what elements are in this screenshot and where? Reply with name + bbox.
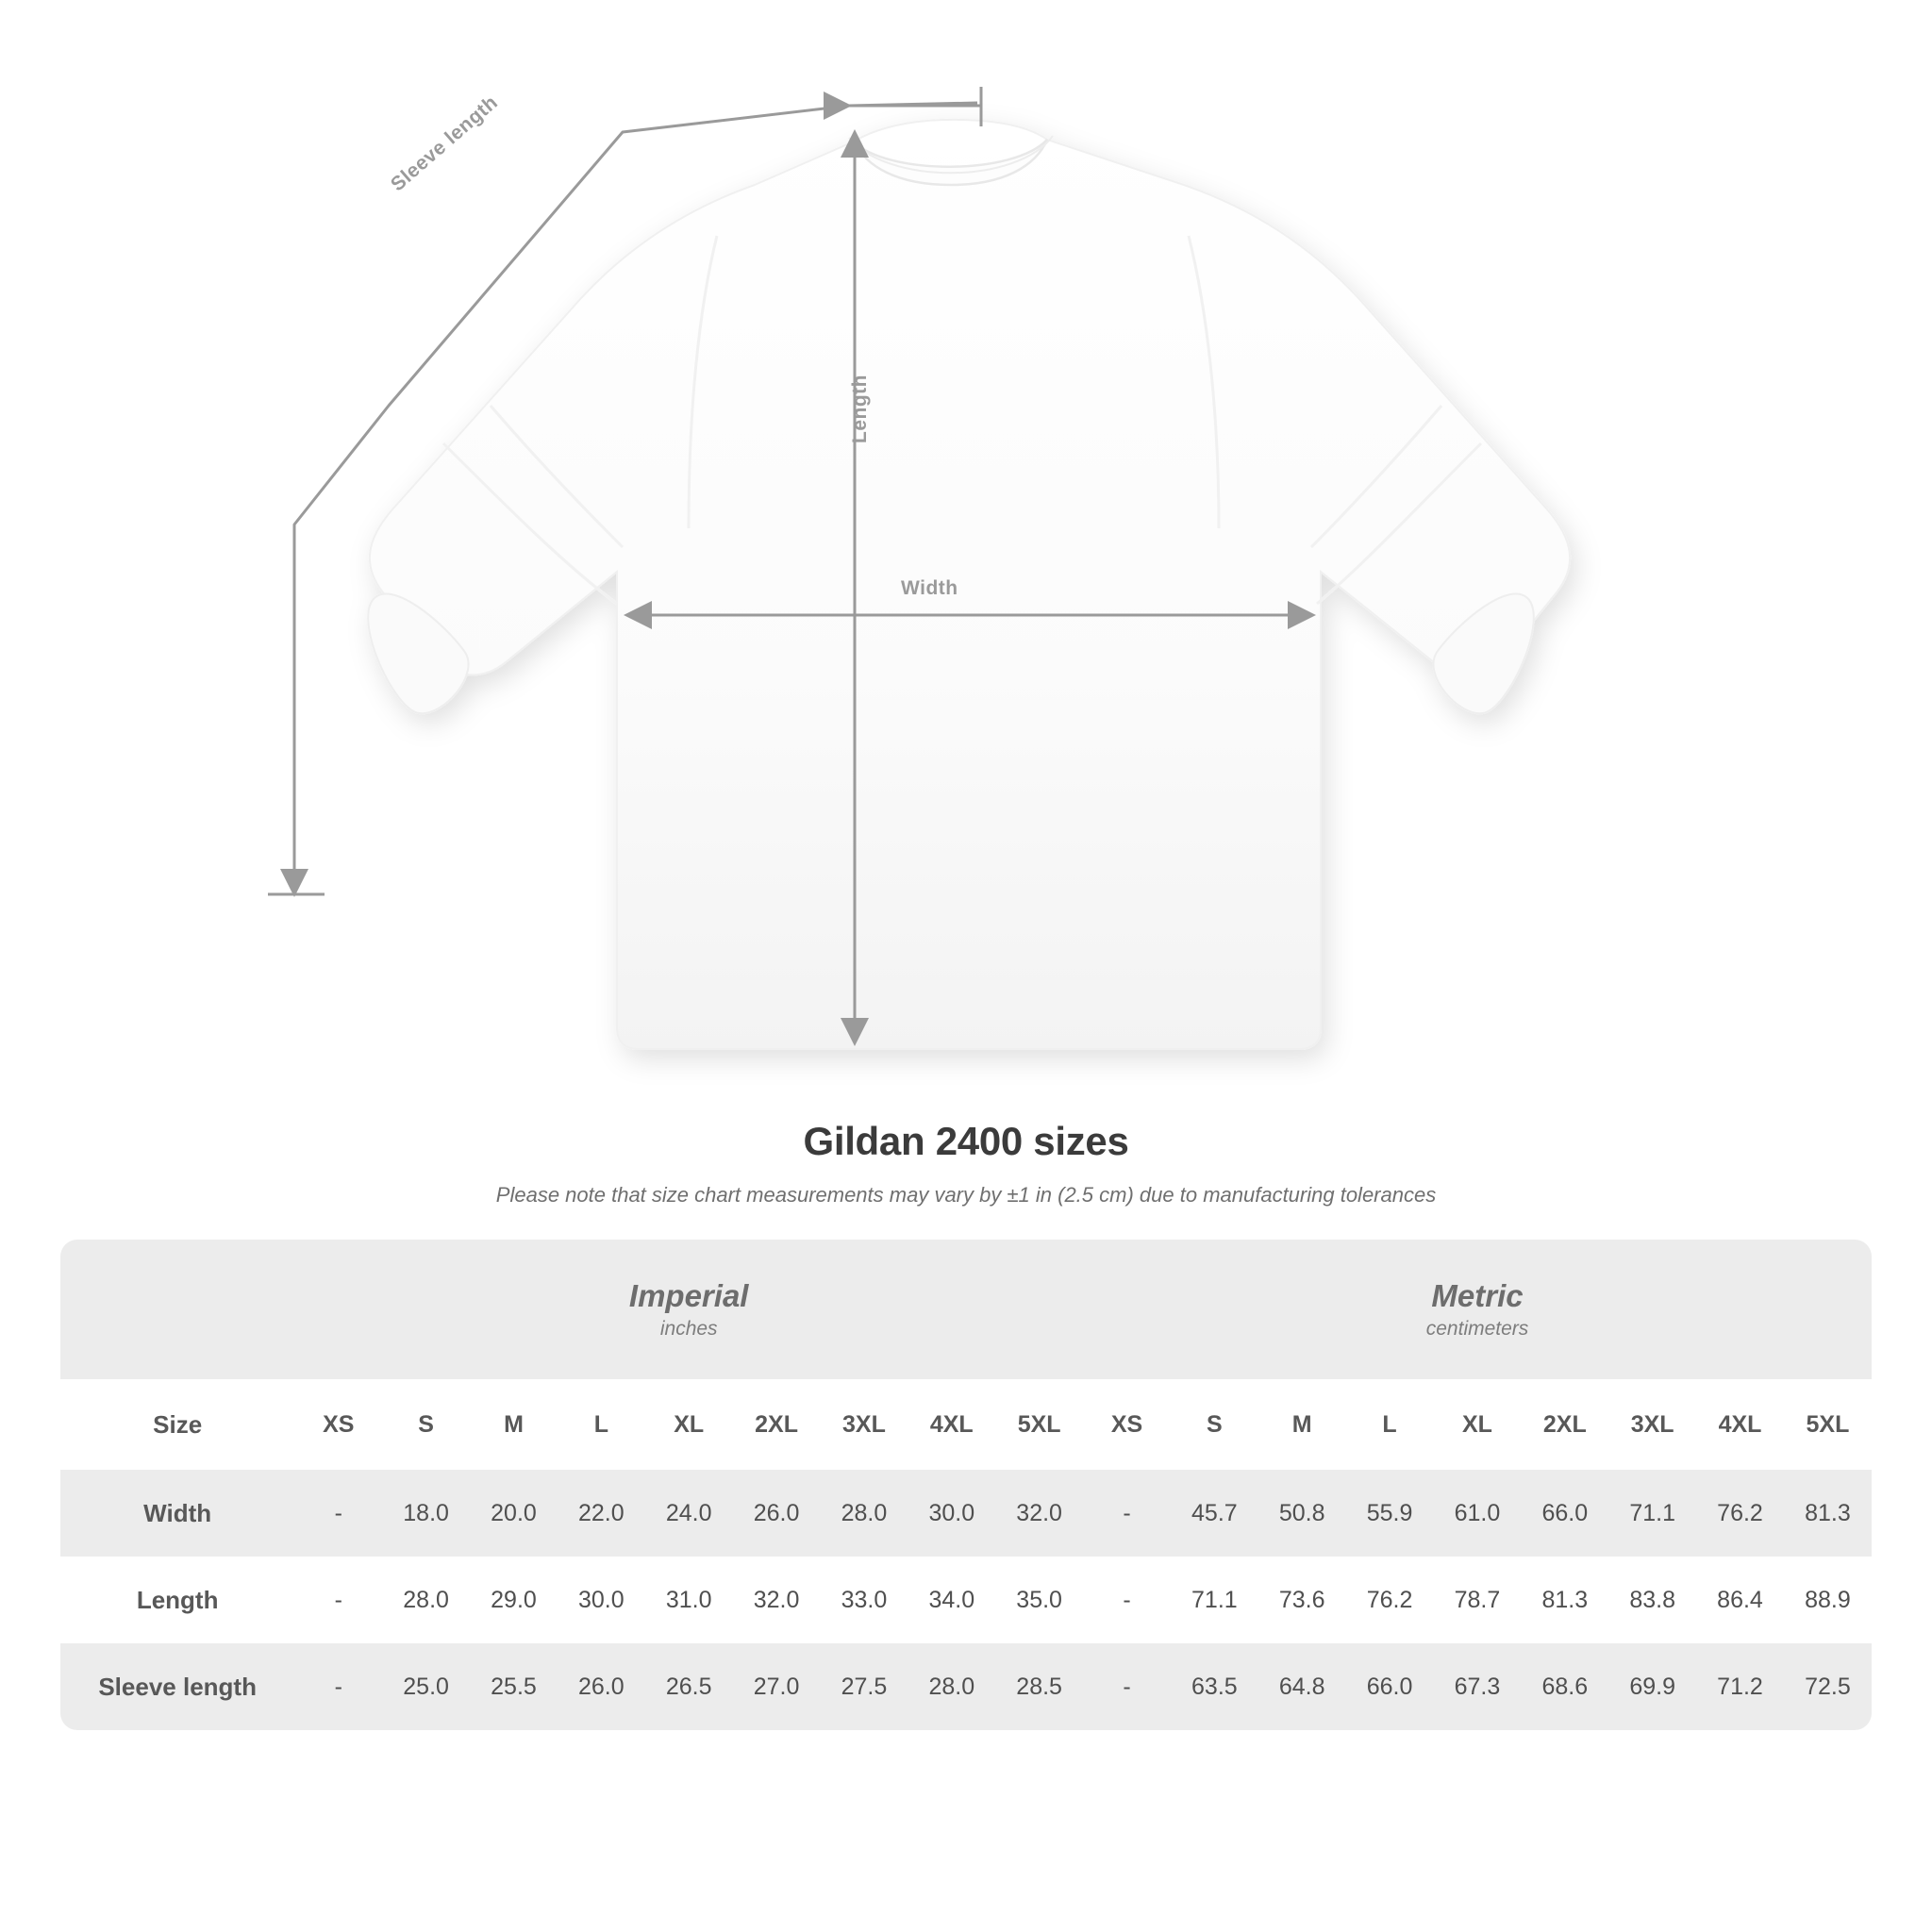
- size-header-imperial-3xl: 3XL: [820, 1379, 908, 1470]
- size-header-imperial-5xl: 5XL: [995, 1379, 1083, 1470]
- cell-sleeve-metric-xl: 67.3: [1434, 1643, 1522, 1730]
- size-header-metric-xl: XL: [1434, 1379, 1522, 1470]
- cell-sleeve-imperial-s: 25.0: [382, 1643, 470, 1730]
- table-row: [60, 1470, 1872, 1557]
- size-header-imperial-l: L: [558, 1379, 645, 1470]
- sleeve-length-dimension-label: Sleeve length: [387, 91, 503, 196]
- cell-width-imperial-l: 22.0: [558, 1470, 645, 1557]
- cell-sleeve-metric-s: 63.5: [1171, 1643, 1258, 1730]
- size-header-metric-s: S: [1171, 1379, 1258, 1470]
- size-header-metric-3xl: 3XL: [1608, 1379, 1696, 1470]
- title-block: [0, 1119, 1932, 1208]
- size-header-metric-m: M: [1258, 1379, 1346, 1470]
- size-header-imperial-xs: XS: [294, 1379, 382, 1470]
- unit-header-spacer: [60, 1240, 294, 1379]
- cell-sleeve-imperial-xs: -: [294, 1643, 382, 1730]
- cell-width-imperial-5xl: 32.0: [995, 1470, 1083, 1557]
- unit-name-metric: Metric: [1431, 1278, 1524, 1314]
- table-row: [60, 1557, 1872, 1643]
- size-header-metric-2xl: 2XL: [1521, 1379, 1608, 1470]
- row-label-sleeve-length: Sleeve length: [60, 1643, 294, 1730]
- size-header-imperial-2xl: 2XL: [733, 1379, 821, 1470]
- size-header-imperial-s: S: [382, 1379, 470, 1470]
- cell-sleeve-metric-2xl: 68.6: [1521, 1643, 1608, 1730]
- cell-width-metric-m: 50.8: [1258, 1470, 1346, 1557]
- size-table: [60, 1240, 1872, 1730]
- cell-sleeve-imperial-3xl: 27.5: [820, 1643, 908, 1730]
- cell-width-metric-4xl: 76.2: [1696, 1470, 1784, 1557]
- table-row: [60, 1643, 1872, 1730]
- unit-header-row: [60, 1240, 1872, 1379]
- size-table-wrapper: [60, 1240, 1872, 1730]
- cell-sleeve-imperial-xl: 26.5: [645, 1643, 733, 1730]
- row-label-length: Length: [60, 1557, 294, 1643]
- cell-sleeve-metric-5xl: 72.5: [1784, 1643, 1872, 1730]
- size-header-metric-l: L: [1346, 1379, 1434, 1470]
- cell-width-imperial-s: 18.0: [382, 1470, 470, 1557]
- cell-length-metric-s: 71.1: [1171, 1557, 1258, 1643]
- row-label-width: Width: [60, 1470, 294, 1557]
- cell-length-metric-4xl: 86.4: [1696, 1557, 1784, 1643]
- cell-length-imperial-xl: 31.0: [645, 1557, 733, 1643]
- unit-header-imperial: [294, 1240, 1083, 1379]
- cell-length-metric-m: 73.6: [1258, 1557, 1346, 1643]
- cell-width-metric-xs: -: [1083, 1470, 1171, 1557]
- cell-width-imperial-xl: 24.0: [645, 1470, 733, 1557]
- size-header-imperial-xl: XL: [645, 1379, 733, 1470]
- cell-width-metric-s: 45.7: [1171, 1470, 1258, 1557]
- cell-sleeve-metric-m: 64.8: [1258, 1643, 1346, 1730]
- cell-length-imperial-2xl: 32.0: [733, 1557, 821, 1643]
- cell-length-imperial-4xl: 34.0: [908, 1557, 995, 1643]
- page-title: Gildan 2400 sizes: [803, 1119, 1129, 1163]
- cell-sleeve-metric-4xl: 71.2: [1696, 1643, 1784, 1730]
- cell-length-metric-2xl: 81.3: [1521, 1557, 1608, 1643]
- cell-sleeve-imperial-4xl: 28.0: [908, 1643, 995, 1730]
- cell-length-imperial-3xl: 33.0: [820, 1557, 908, 1643]
- unit-sub-metric: centimeters: [1425, 1317, 1529, 1340]
- unit-name-imperial: Imperial: [628, 1278, 749, 1314]
- size-header-row: [60, 1379, 1872, 1470]
- tolerance-note: Please note that size chart measurements may vary by ±1 in (2.5 cm) due to manufacturing tolerances: [495, 1183, 1437, 1207]
- cell-length-metric-l: 76.2: [1346, 1557, 1434, 1643]
- cell-length-imperial-m: 29.0: [470, 1557, 558, 1643]
- cell-length-imperial-s: 28.0: [382, 1557, 470, 1643]
- cell-length-imperial-5xl: 35.0: [995, 1557, 1083, 1643]
- size-header-imperial-4xl: 4XL: [908, 1379, 995, 1470]
- cell-sleeve-imperial-m: 25.5: [470, 1643, 558, 1730]
- cell-width-imperial-2xl: 26.0: [733, 1470, 821, 1557]
- cell-sleeve-metric-l: 66.0: [1346, 1643, 1434, 1730]
- cell-length-imperial-l: 30.0: [558, 1557, 645, 1643]
- cell-width-metric-2xl: 66.0: [1521, 1470, 1608, 1557]
- cell-width-imperial-xs: -: [294, 1470, 382, 1557]
- cell-width-metric-5xl: 81.3: [1784, 1470, 1872, 1557]
- cell-length-metric-xs: -: [1083, 1557, 1171, 1643]
- shirt-shape: [368, 120, 1570, 1049]
- unit-header-metric: [1083, 1240, 1872, 1379]
- size-header-metric-4xl: 4XL: [1696, 1379, 1784, 1470]
- cell-length-metric-3xl: 83.8: [1608, 1557, 1696, 1643]
- cell-width-metric-l: 55.9: [1346, 1470, 1434, 1557]
- size-header-metric-xs: XS: [1083, 1379, 1171, 1470]
- cell-sleeve-metric-xs: -: [1083, 1643, 1171, 1730]
- width-dimension-label: Width: [901, 577, 958, 599]
- size-header-label: Size: [60, 1379, 294, 1470]
- size-header-metric-5xl: 5XL: [1784, 1379, 1872, 1470]
- cell-length-imperial-xs: -: [294, 1557, 382, 1643]
- size-header-imperial-m: M: [470, 1379, 558, 1470]
- unit-sub-imperial: inches: [659, 1317, 718, 1340]
- cell-sleeve-metric-3xl: 69.9: [1608, 1643, 1696, 1730]
- cell-sleeve-imperial-2xl: 27.0: [733, 1643, 821, 1730]
- cell-width-imperial-3xl: 28.0: [820, 1470, 908, 1557]
- cell-length-metric-5xl: 88.9: [1784, 1557, 1872, 1643]
- cell-width-metric-3xl: 71.1: [1608, 1470, 1696, 1557]
- cell-width-imperial-m: 20.0: [470, 1470, 558, 1557]
- cell-sleeve-imperial-l: 26.0: [558, 1643, 645, 1730]
- cell-length-metric-xl: 78.7: [1434, 1557, 1522, 1643]
- length-dimension-label: Length: [849, 375, 871, 443]
- cell-width-metric-xl: 61.0: [1434, 1470, 1522, 1557]
- cell-width-imperial-4xl: 30.0: [908, 1470, 995, 1557]
- cell-sleeve-imperial-5xl: 28.5: [995, 1643, 1083, 1730]
